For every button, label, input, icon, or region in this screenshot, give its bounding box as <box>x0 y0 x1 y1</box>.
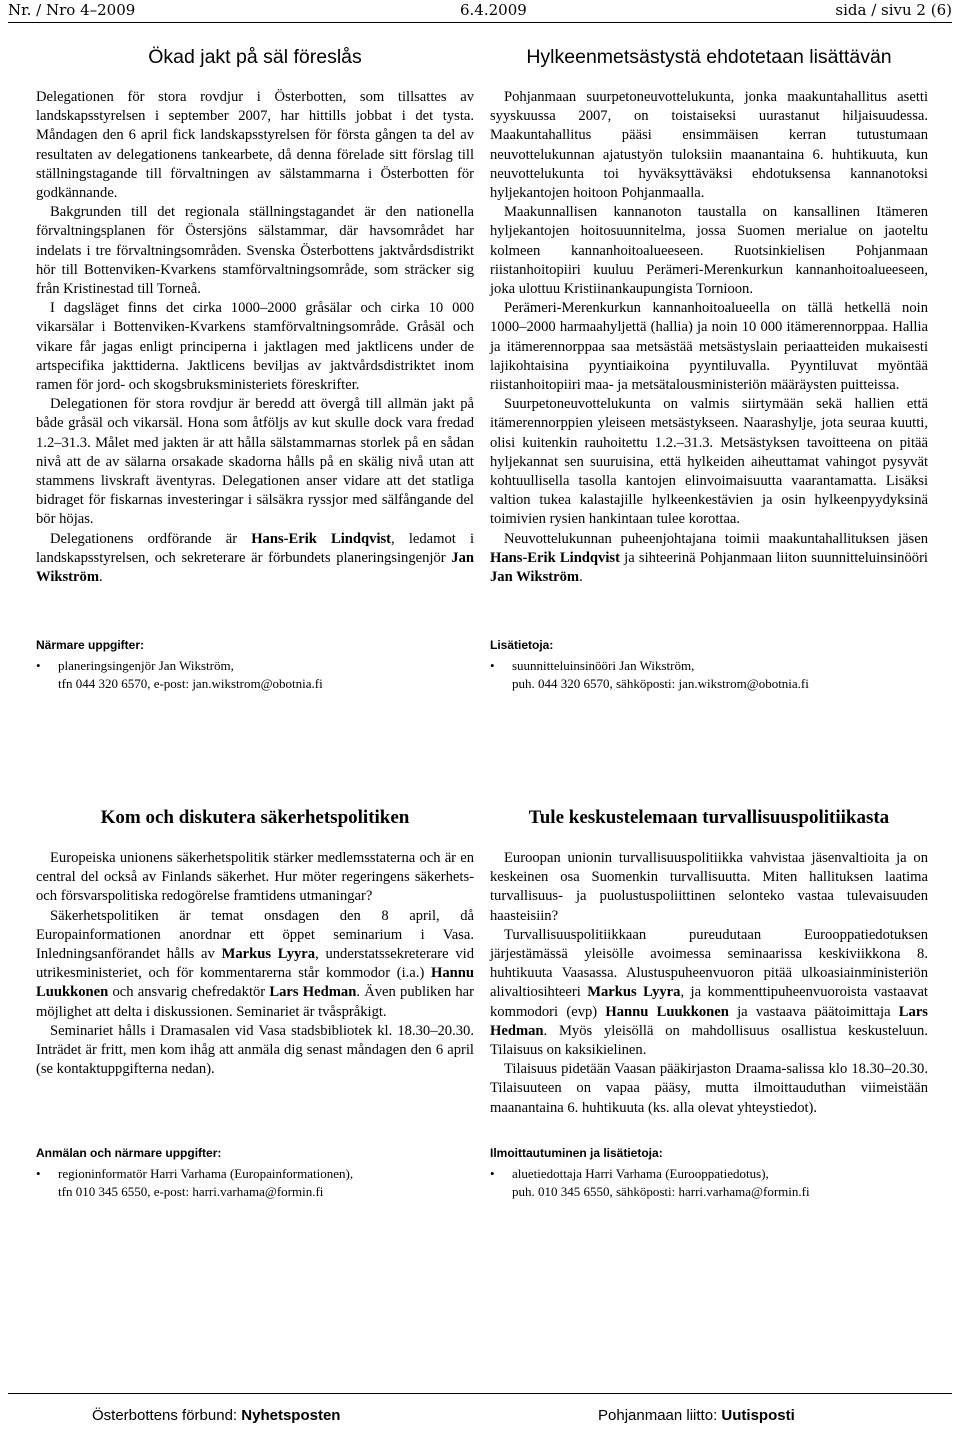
person-name: Jan Wikström <box>490 569 580 586</box>
contact-role-end: , <box>230 658 234 673</box>
contact-block-fi-1 <box>490 637 928 693</box>
article-fi-seal-hunt <box>490 44 928 587</box>
bullet-icon: • <box>36 1166 41 1181</box>
footer-label: Pohjanmaan liitto: <box>598 1407 722 1424</box>
contact-item <box>490 657 928 693</box>
contact-heading: Ilmoittautuminen ja lisätietoja: <box>490 1146 663 1160</box>
contact-role-end: , <box>691 658 695 673</box>
footer-publication: Uutisposti <box>721 1407 795 1424</box>
person-name: Hannu Luukkonen <box>605 1003 729 1020</box>
article-title: Tule keskustelemaan turvallisuuspolitiikasta <box>528 807 890 828</box>
paragraph-text: , understatssekreterare vid utrikesministeriet, och för kommentarerna står kommodor (i.a.) <box>36 946 475 982</box>
contact-item <box>36 1165 474 1201</box>
contact-role: aluetiedottaja <box>512 1166 586 1181</box>
person-name: Jan Wikström <box>36 549 474 586</box>
contact-name: Harri Varhama <box>150 1166 227 1181</box>
contact-name: Jan Wikström <box>158 658 231 673</box>
paragraph <box>490 926 928 1060</box>
contact-details: tfn 010 345 6550, e-post: harri.varhama@formin.fi <box>58 1184 324 1199</box>
contact-item <box>36 657 474 693</box>
contact-role-end: (Europainformationen), <box>226 1166 354 1181</box>
paragraph: Seminariet hålls i Dramasalen vid Vasa stadsbibliotek kl. 18.30–20.30. Inträdet är fritt, men kom ihåg att anmäla dig senast måndagen den 6 april (se kontaktuppgifterna nedan). <box>36 1022 474 1078</box>
paragraph-text: och ansvarig chefredaktör <box>108 984 270 1001</box>
contact-block-sv-2 <box>36 1145 474 1201</box>
article-sv-security-policy <box>36 805 474 1079</box>
paragraph: Bakgrunden till det regionala ställningstagandet är den nationella förvaltningsplanen för Östersjöns sälstammar, där havsområdet har indelats i tre förvaltningsområden. Svenska Österbottens jaktvårdsdistrikt hör till Bottenviken-Kvarkens stamförvaltningsområde, som sträcker sig från Kristinestad till Torneå. <box>36 204 474 298</box>
page-header <box>8 0 952 23</box>
contact-name: Harri Varhama <box>585 1166 662 1181</box>
contact-details: puh. 010 345 6550, sähköposti: harri.varhama@formin.fi <box>512 1184 810 1199</box>
article-title: Hylkeenmetsästystä ehdotetaan lisättävän <box>526 46 892 68</box>
paragraph <box>36 907 474 1022</box>
person-name: Hans-Erik Lindqvist <box>490 549 620 566</box>
contact-details: puh. 044 320 6570, sähköposti: jan.wikstrom@obotnia.fi <box>512 676 809 691</box>
paragraph-text: . <box>579 569 583 586</box>
person-name: Markus Lyyra <box>587 984 681 1001</box>
paragraph-text: , ja kommenttipuheenvuoroista vastaavat kommodori (evp) <box>490 984 928 1020</box>
paragraph-text: , ledamot i landskapsstyrelsen, och sekreterare är förbundets planeringsingenjör <box>36 530 474 566</box>
paragraph: Maakunnallisen kannanoton taustalla on kansallinen Itämeren hyljekantojen hoitosuunnitelma, jossa Suomen merialue on jaoteltu kolmeen kannanhoitoalueeseen. Ruotsinkielisen Pohjanmaan riistanhoitopiiri kuuluu Perämeri-Merenkurkun kannanhoitoalueeseen, joka ulottuu Kristiinankaupungista Tornioon. <box>490 204 928 298</box>
bullet-icon: • <box>490 1166 495 1181</box>
bullet-icon: • <box>36 658 41 673</box>
paragraph-text: ja sihteerinä Pohjanmaan liiton suunnitteluinsinööri <box>619 549 928 566</box>
person-name: Hans-Erik Lindqvist <box>251 530 392 547</box>
article-body <box>490 88 928 587</box>
paragraph-text: Neuvottelukunnan puheenjohtajana toimii maakuntahallituksen jäsen <box>504 530 928 547</box>
paragraph: Europeiska unionens säkerhetspolitik stärker medlemsstaterna och är en central del också av Finlands säkerhet. Hur möter regeringens säkerhets- och försvarspolitiska redogörelse framtidens utmaningar? <box>36 850 474 905</box>
contact-list <box>490 657 928 693</box>
article-fi-security-policy <box>490 805 928 1118</box>
paragraph-text: Turvallisuuspolitiikkaan pureudutaan Eurooppatiedotuksen järjestämässä yleisölle avoimessa seminaarissa keskiviikkona 8. huhtikuuta Vaasassa. Alustuspuheenvuoron pitää ulkoasiainministeriön alivaltiosihteeri <box>490 926 928 1001</box>
contact-list <box>36 1165 474 1201</box>
paragraph: Delegationen för stora rovdjur i Österbotten, som tillsattes av landskapsstyrelsen i september 2007, har hittills jobbat i det tysta. Måndagen den 6 april fick landskapsstyrelsen för första gången ta del av resultaten av delegationens tankearbete, då denna förelade sitt förslag till ställningstagande till förvaltningen av sälstammarna i Österbotten för godkännande. <box>36 89 474 202</box>
paragraph: Suurpetoneuvottelukunta on valmis siirtymään sekä hallien että itämerennorppien yleiseen metsästykseen. Naarashylje, jota seuraa kuutti, olisi kuitenkin rauhoitettu 1.2.–31.3. Metsästyksen tavoitteena on pitää hyljekannat sen suuruisina, että hylkeiden aiheuttamat vahingot pysyvät kohtuullisella tasolla kantojen elinvoimaisuutta vaarantamatta. Lisäksi valtion tukea kalastajille hylkeenkestävien ja osin hylkeenpyydyksinä toimivien rysien hankintaan tulee korottaa. <box>490 396 928 528</box>
page-indicator: sida / sivu 2 (6) <box>835 1 952 19</box>
article-title: Ökad jakt på säl föreslås <box>148 46 362 68</box>
contact-role: planeringsingenjör <box>58 658 159 673</box>
footer-label: Österbottens förbund: <box>92 1407 242 1424</box>
contact-heading: Anmälan och närmare uppgifter: <box>36 1146 222 1160</box>
article-sv-seal-hunt <box>36 44 474 587</box>
bullet-icon: • <box>490 658 495 673</box>
issue-number: Nr. / Nro 4–2009 <box>8 1 136 19</box>
article-body <box>36 849 474 1079</box>
footer-publisher-sv <box>92 1407 340 1424</box>
contact-item <box>490 1165 928 1201</box>
contact-list <box>36 657 474 693</box>
paragraph: I dagsläget finns det cirka 1000–2000 gråsälar och cirka 10 000 vikarsälar i Bottenviken-Kvarkens stamförvaltningsområde. Gråsäl och vikare får jagas enligt principerna i jaktlagen med jaktlicens under de artspecifika jakttiderna. Jaktlicens beviljas av jaktvårdsdistriktet inom ramen för jord- och skogsbruksministeriets föreskrifter. <box>36 300 474 394</box>
paragraph <box>490 530 928 588</box>
paragraph-text: Delegationens ordförande är <box>50 530 252 547</box>
contact-heading: Närmare uppgifter: <box>36 638 145 652</box>
paragraph-text: Säkerhetspolitiken är temat onsdagen den 8 april, då Europainformationen anordnar ett öppet seminarium i Vasa. Inledningsanförandet hålls av <box>36 907 474 963</box>
paragraph-text: . Även publiken har möjlighet att delta i diskussionen. Seminariet är tvåspråkigt. <box>36 984 474 1020</box>
contact-heading: Lisätietoja: <box>490 638 554 652</box>
paragraph <box>36 530 474 588</box>
page-footer <box>8 1393 952 1429</box>
paragraph: Delegationen för stora rovdjur är beredd att övergå till allmän jakt på både gråsäl och vikarsäl. Hona som åtföljs av kut skulle dock vara fredad 1.2–31.3. Målet med jakten är att hålla sälstammarnas storlek på en sådan nivå att de av sälarna orsakade skadorna hålls på en skälig nivå utan att stammens livskraft äventyras. Delegationen anser vidare att det statliga bidraget för fiskarnas investeringar i sälsäkra ryssjor med sälfångande del bör höjas. <box>36 396 474 528</box>
contact-block-sv-1 <box>36 637 474 693</box>
contact-list <box>490 1165 928 1201</box>
paragraph: Perämeri-Merenkurkun kannanhoitoalueella on tällä hetkellä noin 1000–2000 harmaahyljettä (hallia) ja noin 10 000 itämerennorppaa. Hallia ja itämerennorppaa saa metsästää metsästyslain periaatteiden mukaisesti lajikohtaisina pyyntiaikoina pyyntiluvalla. Pyyntiluvat myöntää riistanhoitopiiri maa- ja metsätalousministeriön määräysten puitteissa. <box>490 300 928 394</box>
paragraph: Euroopan unionin turvallisuuspolitiikka vahvistaa jäsenvaltioita ja on keskeinen osa Suomenkin turvallisuutta. Miten hallituksen laatima turvallisuus- ja puolustuspoliittinen selonteko vastaa tulevaisuuden haasteisiin? <box>490 850 928 924</box>
person-name: Lars Hedman <box>269 984 357 1001</box>
contact-name: Jan Wikström <box>619 658 692 673</box>
contact-role-end: (Eurooppatiedotus), <box>661 1166 769 1181</box>
footer-publication: Nyhetsposten <box>241 1407 341 1424</box>
article-body <box>490 849 928 1118</box>
contact-details: tfn 044 320 6570, e-post: jan.wikstrom@obotnia.fi <box>58 676 323 691</box>
article-body <box>36 88 474 587</box>
contact-block-fi-2 <box>490 1145 928 1201</box>
person-name: Markus Lyyra <box>221 946 316 963</box>
person-name: Hannu Luukkonen <box>36 965 474 1001</box>
paragraph-text: ja vastaava päätoimittaja <box>728 1003 899 1020</box>
contact-role: suunnitteluinsinööri <box>512 658 620 673</box>
contact-role: regioninformatör <box>58 1166 151 1181</box>
paragraph-text: . <box>98 569 103 586</box>
paragraph: Tilaisuus pidetään Vaasan pääkirjaston Draama-salissa klo 18.30–20.30. Tilaisuuteen on vapaa pääsy, mutta ilmoittauduthan viimeistään maanantaina 6. huhtikuuta (ks. alla olevat yhteystiedot). <box>490 1061 928 1116</box>
issue-date: 6.4.2009 <box>460 1 527 19</box>
paragraph: Pohjanmaan suurpetoneuvottelukunta, jonka maakuntahallitus asetti syyskuussa 2007, on toistaiseksi uurastanut hiljaisuudessa. Maakuntahallitus pääsi ensimmäisen kerran tutustumaan neuvottelukunnan ajatustyön tuloksiin maanantaina 6. huhtikuuta, kun neuvottelukunta toi hyväksyttäväksi ehdotuksensa kannanotoksi hyljekantojen hoitoon Pohjanmaalla. <box>490 89 928 202</box>
paragraph-text: . Myös yleisöllä on mahdollisuus osallistua keskusteluun. Tilaisuus on kaksikielinen. <box>490 1022 928 1059</box>
footer-publisher-fi <box>598 1407 795 1424</box>
article-title: Kom och diskutera säkerhetspolitiken <box>100 807 410 828</box>
person-name: Lars Hedman <box>490 1003 928 1039</box>
